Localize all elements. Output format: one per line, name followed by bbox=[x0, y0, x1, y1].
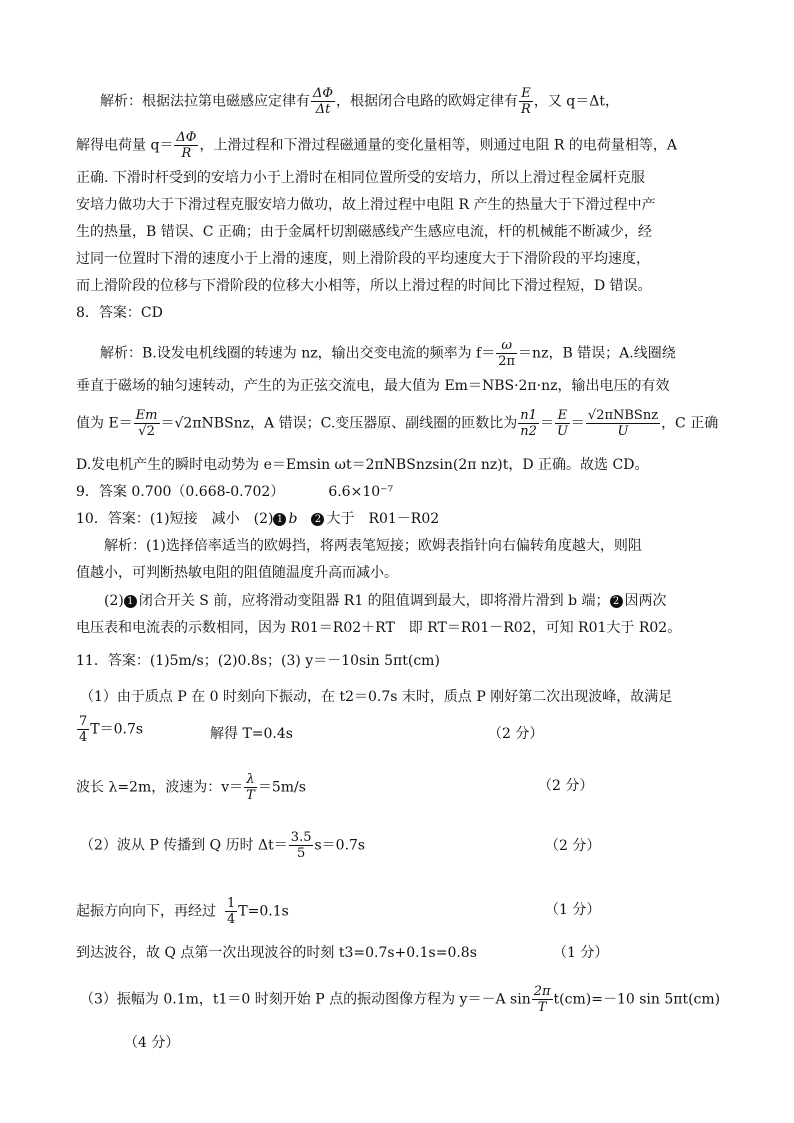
q11-p4: 起振方向向下，再经过 $\frac{1}{4}$ T=0.1s bbox=[76, 896, 289, 927]
q8-line4: D.发电机产生的瞬时电动势为 e＝Emsin ωt＝2πNBSnzsin(2π nz)t，D 正确。故选 CD。 bbox=[76, 457, 649, 473]
q8-line2: 垂直于磁场的轴匀速转动，产生的为正弦交流电，最大值为 Em＝NBS·2π·nz，输出电压的有效 bbox=[76, 378, 670, 394]
q11-p6: （3）振幅为 0.1m，t1＝0 时刻开始 P 点的振动图像方程为 y＝－A sin $\frac{2\pi}{T}$ t(cm)=－10 sin 5πt(cm) bbox=[80, 984, 721, 1015]
q8-heading: 8．答案：CD bbox=[76, 305, 163, 321]
q11-p3: （2）波从 P 传播到 Q 历时 Δt＝ $\frac{3.5}{5}$ s＝0.7s bbox=[80, 830, 366, 861]
q11-heading: 11．答案：(1)5m/s；(2)0.8s；(3) y＝－10sin 5πt(cm) bbox=[76, 653, 440, 669]
q10-heading: 10．答案：(1)短接 减小 (2) 1 b 2 大于 R01－R02 bbox=[76, 511, 440, 527]
q7-line6: 过同一位置时下滑的速度小于上滑的速度，则上滑阶段的平均速度大于下滑阶段的平均速度， bbox=[76, 251, 650, 267]
q8-line1: 解析：B.设发电机线圈的转速为 nz，输出交变电流的频率为 f＝ $\frac{\omega}{2\pi}$ ＝nz，B 错误；A.线圈绕 bbox=[100, 338, 676, 369]
q7-line7: 而上滑阶段的位移与下滑阶段的位移大小相等，所以上滑过程的时间比下滑过程短，D 错误。 bbox=[76, 278, 652, 294]
q7-line3: 正确. 下滑时杆受到的安培力小于上滑时在相同位置所受的安培力，所以上滑过程金属杆克服 bbox=[76, 170, 645, 186]
score-5: （1 分） bbox=[553, 945, 609, 961]
score-6: （4 分） bbox=[124, 1035, 180, 1051]
q11-p1b: $\frac{7}{4}$ T＝0.7s bbox=[79, 714, 144, 745]
q8-line3: 值为 E＝ $\frac{Em}{√2}$ ＝√2πNBSnz，A 错误；C.变压器原、副线圈的匝数比为 $\frac{n1}{n2}$ ＝ $\frac{E}{U}$ ＝ $\frac{\text{√2πNBSnz}}{U}$ ，C 正确 bbox=[76, 408, 719, 439]
score-1: （2 分） bbox=[488, 726, 544, 742]
q7-line5: 生的热量，B 错误、C 正确；由于金属杆切割磁感线产生感应电流，杆的机械能不断减少，经 bbox=[76, 224, 652, 240]
q11-p1: （1）由于质点 P 在 0 时刻向下振动，在 t2＝0.7s 末时，质点 P 刚好第二次出现波峰，故满足 bbox=[80, 689, 673, 705]
q7-line1: 解析：根据法拉第电磁感应定律有 $\frac{\Delta\Phi}{\Delta t}$ ，根据闭合电路的欧姆定律有 $\frac{E}{R}$ ，又 q＝Δt， bbox=[100, 86, 620, 117]
score-4: （1 分） bbox=[545, 902, 601, 918]
score-2: （2 分） bbox=[538, 778, 594, 794]
q10-line1: 解析：(1)选择倍率适当的欧姆挡，将两表笔短接；欧姆表指针向右偏转角度越大，则阻 bbox=[104, 538, 642, 554]
q7-line4: 安培力做功大于下滑过程克服安培力做功，故上滑过程中电阻 R 产生的热量大于下滑过程中产 bbox=[76, 197, 656, 213]
q11-p5: 到达波谷，故 Q 点第一次出现波谷的时刻 t3=0.7s+0.1s=0.8s bbox=[76, 945, 477, 961]
q11-p1c: 解得 T=0.4s bbox=[210, 726, 293, 742]
q7-line2: 解得电荷量 q＝ $\frac{\Delta\Phi}{R}$ ，上滑过程和下滑过程磁通量的变化量相等，则通过电阻 R 的电荷量相等，A bbox=[76, 130, 678, 161]
q10-line3: (2) 1 闭合开关 S 前，应将滑动变阻器 R1 的阻值调到最大，即将滑片滑到 b 端； 2 因两次 bbox=[104, 593, 667, 609]
q11-p2: 波长 λ=2m，波速为：v＝ $\frac{\lambda}{T}$ ＝5m/s bbox=[76, 772, 306, 803]
q10-line2: 值越小，可判断热敏电阻的阻值随温度升高而减小。 bbox=[76, 565, 398, 581]
score-3: （2 分） bbox=[545, 838, 601, 854]
q9-answer: 9．答案 0.700（0.668-0.702） 6.6×10⁻⁷ bbox=[76, 484, 394, 500]
q10-line4: 电压表和电流表的示数相同，因为 R01＝R02＋RT 即 RT＝R01－R02，可知 R01大于 R02。 bbox=[76, 620, 682, 636]
